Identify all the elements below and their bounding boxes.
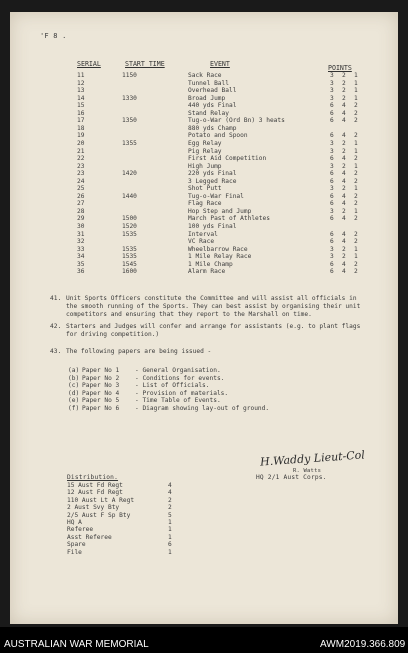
event-start-time: 1350	[122, 117, 137, 125]
event-points-1: 3	[330, 253, 334, 261]
event-row	[10, 132, 398, 139]
corner-mark: 'F 8 .	[40, 32, 67, 40]
event-serial: 16	[77, 109, 85, 117]
event-row	[10, 185, 398, 192]
distribution-unit: 2 Aust Svy Bty	[67, 504, 120, 512]
paper-number: Paper No 1	[82, 367, 120, 374]
event-name: Shot Putt	[188, 185, 222, 193]
event-name: 3 Legged Race	[188, 177, 237, 185]
event-row	[10, 170, 398, 177]
event-serial: 34	[77, 253, 85, 261]
event-start-time: 1150	[122, 72, 137, 79]
event-serial: 24	[77, 177, 85, 185]
event-row	[10, 87, 398, 94]
paper-letter: (a)	[68, 367, 80, 374]
distribution-copies: 4	[168, 482, 172, 489]
event-serial: 31	[77, 230, 85, 238]
event-name: 1 Mile Relay Race	[188, 253, 252, 261]
event-serial: 23	[77, 170, 85, 178]
event-points-3: 2	[354, 268, 358, 276]
event-serial: 25	[77, 185, 85, 193]
event-row	[10, 208, 398, 215]
event-row	[10, 80, 398, 87]
event-row	[10, 200, 398, 207]
event-name: 440 yds Final	[188, 102, 237, 110]
footer-institution: AUSTRALIAN WAR MEMORIAL	[4, 639, 149, 650]
event-points-1: 3	[330, 147, 334, 155]
event-points-3: 2	[354, 102, 358, 110]
event-points-2: 2	[342, 87, 346, 95]
distribution-unit: 2/5 Aust F Sp Bty	[67, 511, 131, 519]
event-start-time: 1420	[122, 170, 137, 178]
event-row	[10, 72, 398, 79]
distribution-title: Distribution.	[67, 474, 119, 481]
event-points-1: 6	[330, 155, 334, 163]
event-row	[10, 155, 398, 162]
event-name: Broad Jump	[188, 94, 226, 102]
event-start-time: 1535	[122, 253, 137, 261]
distribution-item	[10, 534, 398, 541]
event-points-1: 3	[330, 72, 334, 79]
paper-letter: (b)	[68, 374, 80, 382]
event-points-1: 6	[330, 268, 334, 276]
distribution-unit: File	[67, 548, 82, 556]
para-41-text: Unit Sports Officers constitute the Committee and will assist all officials in the smooth running of the Sports. They can best assist by organising their unit competitors and ensuring that they report to the Marshall on time.	[66, 295, 361, 318]
event-points-2: 4	[342, 117, 346, 125]
event-name: Flag Race	[188, 200, 222, 208]
event-serial: 20	[77, 139, 85, 147]
distribution-unit: 110 Aust Lt A Regt	[67, 496, 135, 504]
event-points-1: 6	[330, 170, 334, 178]
event-name: 100 yds Final	[188, 223, 237, 230]
event-start-time: 1535	[122, 230, 137, 238]
distribution-copies: 5	[168, 511, 172, 519]
event-points-2: 4	[342, 238, 346, 246]
para-43-text: The following papers are being issued -	[66, 348, 212, 355]
event-points-3: 1	[354, 87, 358, 95]
event-row	[10, 193, 398, 200]
event-points-3: 2	[354, 177, 358, 185]
paper-description: - Conditions for events.	[135, 374, 225, 382]
event-points-1: 3	[330, 94, 334, 102]
event-name: High Jump	[188, 162, 222, 170]
event-row	[10, 215, 398, 222]
paper-description: - Provision of materials.	[135, 389, 229, 397]
event-name: Wheelbarrow Race	[188, 245, 248, 253]
event-row	[10, 102, 398, 109]
event-serial: 11	[77, 72, 85, 79]
event-points-2: 4	[342, 102, 346, 110]
distribution-copies: 6	[168, 541, 172, 549]
distribution-copies: 1	[168, 519, 172, 526]
event-row	[10, 223, 398, 230]
event-points-3: 2	[354, 260, 358, 268]
event-points-1: 3	[330, 162, 334, 170]
event-row	[10, 238, 398, 245]
paper-letter: (d)	[68, 389, 80, 397]
event-row	[10, 268, 398, 275]
footer-bar	[0, 627, 408, 653]
paper-item	[10, 405, 398, 412]
para-42-number: 42.	[50, 323, 62, 330]
event-points-1: 3	[330, 207, 334, 215]
event-points-3: 1	[354, 253, 358, 261]
event-name: March Past of Athletes	[188, 215, 270, 223]
event-row	[10, 125, 398, 132]
paper-number: Paper No 6	[82, 405, 120, 412]
event-name: Overhead Ball	[188, 87, 237, 95]
event-start-time: 1535	[122, 245, 137, 253]
event-points-3: 1	[354, 207, 358, 215]
header-start-time: START TIME	[125, 60, 165, 68]
event-points-1: 6	[330, 238, 334, 246]
event-name: Tug-o-War Final	[188, 192, 244, 200]
event-points-1: 6	[330, 230, 334, 238]
event-points-2: 2	[342, 94, 346, 102]
event-serial: 26	[77, 192, 85, 200]
event-points-3: 2	[354, 155, 358, 163]
event-row	[10, 117, 398, 124]
header-points: POINTS	[328, 64, 352, 72]
paper-description: - Time Table of Events.	[135, 397, 221, 405]
event-name: Pig Relay	[188, 147, 222, 155]
event-name: 1 Mile Champ	[188, 260, 233, 268]
event-points-2: 4	[342, 260, 346, 268]
event-points-3: 1	[354, 139, 358, 147]
distribution-copies: 1	[168, 548, 172, 556]
para-41-number: 41.	[50, 295, 62, 302]
event-name: 880 yds Champ	[188, 124, 237, 132]
event-points-1: 6	[330, 102, 334, 110]
paper-number: Paper No 4	[82, 389, 120, 397]
paper-item	[10, 375, 398, 382]
event-points-1: 3	[330, 79, 334, 87]
event-points-1: 6	[330, 260, 334, 268]
event-points-3: 2	[354, 215, 358, 223]
signatory-name: R. Watts	[293, 468, 322, 474]
event-serial: 14	[77, 94, 85, 102]
event-row	[10, 178, 398, 185]
para-43-number: 43.	[50, 348, 62, 355]
event-serial: 18	[77, 124, 85, 132]
event-points-1: 3	[330, 139, 334, 147]
event-points-2: 2	[342, 185, 346, 193]
event-points-2: 4	[342, 170, 346, 178]
event-serial: 36	[77, 268, 85, 276]
event-points-1: 6	[330, 200, 334, 208]
event-points-1: 6	[330, 192, 334, 200]
paper-item	[10, 390, 398, 397]
event-name: Egg Relay	[188, 139, 222, 147]
distribution-copies: 1	[168, 526, 172, 534]
event-row	[10, 163, 398, 170]
event-name: Hop Step and Jump	[188, 207, 252, 215]
event-points-2: 4	[342, 200, 346, 208]
footer-accession-number: AWM2019.366.809	[320, 639, 406, 650]
event-points-2: 2	[342, 207, 346, 215]
distribution-unit: Spare	[67, 541, 86, 549]
event-points-1: 6	[330, 215, 334, 223]
event-serial: 29	[77, 215, 85, 223]
event-start-time: 1500	[122, 215, 137, 223]
paper-description: - General Organisation.	[135, 367, 221, 374]
event-serial: 13	[77, 87, 85, 95]
event-serial: 23	[77, 162, 85, 170]
event-points-3: 1	[354, 245, 358, 253]
paper-letter: (e)	[68, 397, 80, 405]
event-name: First Aid Competition	[188, 155, 267, 163]
paper-item	[10, 397, 398, 404]
event-points-3: 2	[354, 230, 358, 238]
distribution-copies: 2	[168, 504, 172, 512]
event-points-2: 4	[342, 177, 346, 185]
distribution-item	[10, 519, 398, 526]
event-name: Interval	[188, 230, 218, 238]
distribution-item	[10, 482, 398, 489]
event-name: Potato and Spoon	[188, 132, 248, 140]
event-points-1: 6	[330, 117, 334, 125]
event-serial: 28	[77, 207, 85, 215]
event-serial: 35	[77, 260, 85, 268]
event-points-3: 1	[354, 79, 358, 87]
distribution-item	[10, 512, 398, 519]
event-row	[10, 261, 398, 268]
event-points-2: 2	[342, 245, 346, 253]
event-row	[10, 95, 398, 102]
event-points-1: 6	[330, 109, 334, 117]
event-row	[10, 110, 398, 117]
event-name: Tunnel Ball	[188, 79, 229, 87]
event-serial: 33	[77, 245, 85, 253]
event-name: VC Race	[188, 238, 215, 246]
event-row	[10, 140, 398, 147]
event-points-3: 2	[354, 117, 358, 125]
paper-description: - List of Officials.	[135, 382, 210, 390]
event-name: Tug-o-War (Ord Bn) 3 heats	[188, 117, 285, 125]
event-serial: 22	[77, 155, 85, 163]
distribution-unit: Referee	[67, 526, 94, 534]
event-start-time: 1520	[122, 223, 137, 230]
distribution-unit: HQ A	[67, 519, 82, 526]
event-points-1: 3	[330, 185, 334, 193]
event-row	[10, 148, 398, 155]
event-points-2: 2	[342, 139, 346, 147]
event-points-3: 2	[354, 238, 358, 246]
event-name: Alarm Race	[188, 268, 226, 276]
event-points-1: 6	[330, 132, 334, 140]
event-name: Stand Relay	[188, 109, 229, 117]
paper-number: Paper No 5	[82, 397, 120, 405]
distribution-unit: 15 Aust Fd Regt	[67, 482, 123, 489]
document-page	[10, 12, 398, 624]
event-serial: 15	[77, 102, 85, 110]
signature: H.Waddy Lieut-Col	[259, 448, 366, 469]
event-points-2: 4	[342, 132, 346, 140]
event-points-3: 1	[354, 185, 358, 193]
event-serial: 19	[77, 132, 85, 140]
event-points-3: 2	[354, 109, 358, 117]
event-serial: 32	[77, 238, 85, 246]
para-42-text: Starters and Judges will confer and arrange for assistants (e.g. to plant flags for driving competition.)	[66, 323, 361, 338]
paper-letter: (c)	[68, 382, 80, 390]
distribution-copies: 4	[168, 489, 172, 497]
event-row	[10, 253, 398, 260]
distribution-copies: 1	[168, 533, 172, 541]
distribution-item	[10, 489, 398, 496]
event-points-2: 4	[342, 215, 346, 223]
event-start-time: 1545	[122, 260, 137, 268]
event-points-3: 1	[354, 147, 358, 155]
paper-description: - Diagram showing lay-out of ground.	[135, 405, 270, 412]
event-name: 220 yds Final	[188, 170, 237, 178]
paper-number: Paper No 2	[82, 374, 120, 382]
event-points-3: 1	[354, 162, 358, 170]
header-event: EVENT	[210, 60, 230, 68]
event-points-1: 3	[330, 245, 334, 253]
event-points-2: 2	[342, 162, 346, 170]
event-serial: 21	[77, 147, 85, 155]
distribution-unit: 12 Aust Fd Regt	[67, 489, 123, 497]
signatory-title: HQ 2/1 Aust Corps.	[256, 474, 327, 481]
paper-item	[10, 382, 398, 389]
event-start-time: 1440	[122, 192, 137, 200]
distribution-item	[10, 541, 398, 548]
event-points-2: 4	[342, 109, 346, 117]
event-points-3: 2	[354, 132, 358, 140]
event-start-time: 1355	[122, 139, 137, 147]
event-serial: 12	[77, 79, 85, 87]
event-points-2: 4	[342, 230, 346, 238]
distribution-unit: Asst Referee	[67, 533, 112, 541]
event-serial: 27	[77, 200, 85, 208]
event-points-1: 6	[330, 177, 334, 185]
event-name: Sack Race	[188, 72, 222, 79]
distribution-item	[10, 504, 398, 511]
event-points-2: 4	[342, 192, 346, 200]
paper-item	[10, 367, 398, 374]
event-start-time: 1330	[122, 94, 137, 102]
event-points-3: 1	[354, 72, 358, 79]
event-points-2: 2	[342, 147, 346, 155]
header-serial: SERIAL	[77, 60, 101, 68]
event-serial: 17	[77, 117, 85, 125]
event-points-3: 1	[354, 94, 358, 102]
paper-letter: (f)	[68, 405, 80, 412]
distribution-copies: 2	[168, 496, 172, 504]
event-points-1: 3	[330, 87, 334, 95]
event-points-2: 4	[342, 155, 346, 163]
event-points-3: 2	[354, 170, 358, 178]
distribution-item	[10, 526, 398, 533]
event-serial: 30	[77, 223, 85, 230]
event-points-2: 2	[342, 72, 346, 79]
distribution-item	[10, 497, 398, 504]
event-points-3: 2	[354, 192, 358, 200]
event-row	[10, 231, 398, 238]
event-points-2: 4	[342, 268, 346, 276]
event-points-3: 2	[354, 200, 358, 208]
paper-number: Paper No 3	[82, 382, 120, 390]
event-points-2: 2	[342, 79, 346, 87]
distribution-item	[10, 549, 398, 556]
event-start-time: 1600	[122, 268, 137, 276]
event-row	[10, 246, 398, 253]
event-points-2: 2	[342, 253, 346, 261]
